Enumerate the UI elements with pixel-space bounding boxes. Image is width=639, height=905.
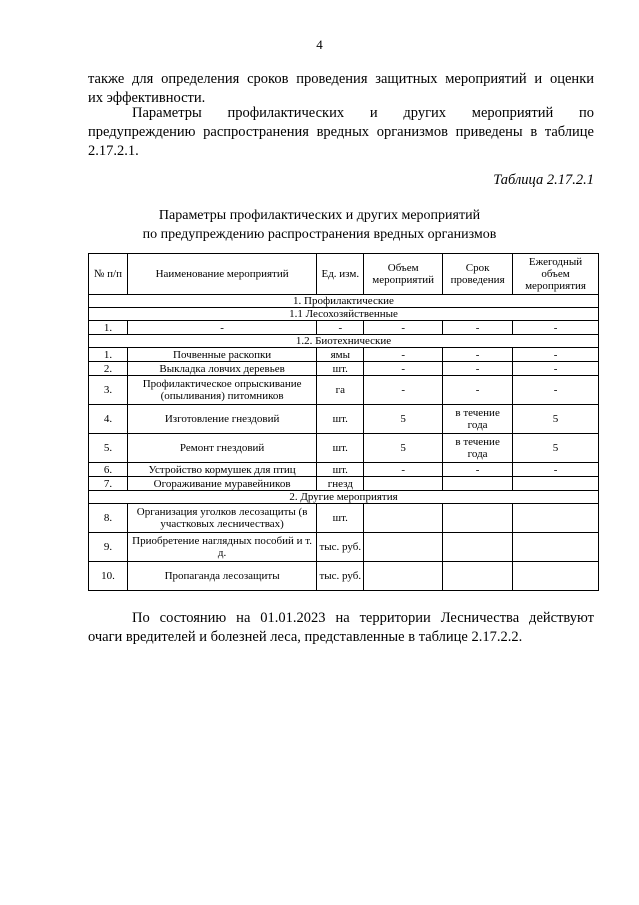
table-cell: [513, 562, 599, 591]
table-cell: тыс. руб.: [317, 533, 364, 562]
table-row: [89, 362, 599, 376]
table-cell: 5: [364, 434, 443, 463]
table-cell: -: [513, 348, 599, 362]
table-cell: -: [364, 376, 443, 405]
table-cell: Пропаганда лесозащиты: [127, 562, 316, 591]
table-cell: 8.: [89, 504, 128, 533]
table-cell: Почвенные раскопки: [127, 348, 316, 362]
section-title: 1.2. Биотехнические: [89, 335, 599, 348]
table-row: [89, 533, 599, 562]
table-cell: Организация уголков лесозащиты (в участковых лесничествах): [127, 504, 316, 533]
table-row: [89, 477, 599, 491]
table-cell: -: [513, 321, 599, 335]
table-cell: Ремонт гнездовий: [127, 434, 316, 463]
section-title: 2. Другие мероприятия: [89, 491, 599, 504]
text-line: 2.17.2.1.: [88, 143, 139, 159]
table-row: [89, 376, 599, 405]
table-cell: ямы: [317, 348, 364, 362]
table-cell: шт.: [317, 362, 364, 376]
table-row: [89, 434, 599, 463]
table-header-row: [89, 254, 599, 295]
text-line: По состоянию на 01.01.2023 на территории Лесничества действуют: [132, 610, 594, 626]
table-cell: -: [364, 321, 443, 335]
header-unit: Ед. изм.: [317, 254, 364, 295]
table-cell: 3.: [89, 376, 128, 405]
table-cell: -: [443, 463, 513, 477]
table-cell: 4.: [89, 405, 128, 434]
table-cell: [364, 562, 443, 591]
header-volume: Объем мероприятий: [364, 254, 443, 295]
table-cell: 1.: [89, 348, 128, 362]
table-cell: -: [364, 362, 443, 376]
text-line: их эффективности.: [88, 90, 206, 106]
table-cell: в течение года: [443, 434, 513, 463]
table-cell: гнезд: [317, 477, 364, 491]
table-cell: -: [513, 376, 599, 405]
table-row: [89, 562, 599, 591]
table-cell: 5: [513, 405, 599, 434]
header-number: № п/п: [89, 254, 128, 295]
table-cell: шт.: [317, 463, 364, 477]
table-cell: -: [443, 376, 513, 405]
table-title-line: Параметры профилактических и других мероприятий: [158, 208, 481, 223]
table-title: [0, 206, 639, 244]
status-paragraph: [88, 609, 594, 647]
text-line: предупреждению распространения вредных организмов приведены в таблице: [88, 124, 594, 140]
header-annual-volume: Ежегодный объем мероприятия: [513, 254, 599, 295]
text-line: очаги вредителей и болезней леса, представленные в таблице 2.17.2.2.: [88, 629, 523, 645]
header-name: Наименование мероприятий: [127, 254, 316, 295]
section-row: [89, 335, 599, 348]
table-cell: [513, 477, 599, 491]
table-cell: Приобретение наглядных пособий и т. д.: [127, 533, 316, 562]
table-cell: [513, 533, 599, 562]
table-row: [89, 405, 599, 434]
table-cell: [513, 504, 599, 533]
table-cell: [364, 504, 443, 533]
table-cell: шт.: [317, 405, 364, 434]
events-table: [88, 253, 599, 591]
table-cell: [443, 562, 513, 591]
table-cell: -: [443, 348, 513, 362]
table-cell: -: [443, 362, 513, 376]
section-row: [89, 295, 599, 308]
table-cell: 5: [364, 405, 443, 434]
table-cell: 1.: [89, 321, 128, 335]
table-cell: 5: [513, 434, 599, 463]
page-number: 4: [316, 37, 323, 52]
table-cell: [443, 477, 513, 491]
table-cell: 9.: [89, 533, 128, 562]
table-cell: [364, 533, 443, 562]
table-cell: -: [127, 321, 316, 335]
table-cell: 10.: [89, 562, 128, 591]
table-cell: шт.: [317, 434, 364, 463]
table-cell: -: [513, 463, 599, 477]
table-caption: Таблица 2.17.2.1: [493, 172, 594, 188]
parameters-paragraph: [88, 104, 594, 161]
table-cell: 6.: [89, 463, 128, 477]
table-cell: 7.: [89, 477, 128, 491]
table-cell: Выкладка ловчих деревьев: [127, 362, 316, 376]
section-row: [89, 308, 599, 321]
section-title: 1. Профилактические: [89, 295, 599, 308]
table-cell: Изготовление гнездовий: [127, 405, 316, 434]
section-title: 1.1 Лесохозяйственные: [89, 308, 599, 321]
table-cell: Профилактическое опрыскивание (опыливания) питомников: [127, 376, 316, 405]
table-cell: Огораживание муравейников: [127, 477, 316, 491]
table-cell: 2.: [89, 362, 128, 376]
table-row: [89, 463, 599, 477]
text-line: Параметры профилактических и других мероприятий по: [132, 105, 594, 121]
table-cell: в течение года: [443, 405, 513, 434]
table-cell: [443, 533, 513, 562]
table-cell: тыс. руб.: [317, 562, 364, 591]
table-cell: [364, 477, 443, 491]
table-row: [89, 504, 599, 533]
table-row: [89, 348, 599, 362]
table-cell: 5.: [89, 434, 128, 463]
table-cell: Устройство кормушек для птиц: [127, 463, 316, 477]
table-cell: -: [364, 463, 443, 477]
table-cell: [443, 504, 513, 533]
intro-paragraph: [88, 70, 594, 108]
text-line: также для определения сроков проведения защитных мероприятий и оценки: [88, 71, 594, 87]
header-term: Срок проведения: [443, 254, 513, 295]
table-cell: -: [443, 321, 513, 335]
table-cell: -: [364, 348, 443, 362]
table-cell: -: [513, 362, 599, 376]
table-row: [89, 321, 599, 335]
table-cell: -: [317, 321, 364, 335]
table-cell: шт.: [317, 504, 364, 533]
section-row: [89, 491, 599, 504]
table-cell: га: [317, 376, 364, 405]
table-title-line: по предупреждению распространения вредных организмов: [142, 227, 497, 242]
